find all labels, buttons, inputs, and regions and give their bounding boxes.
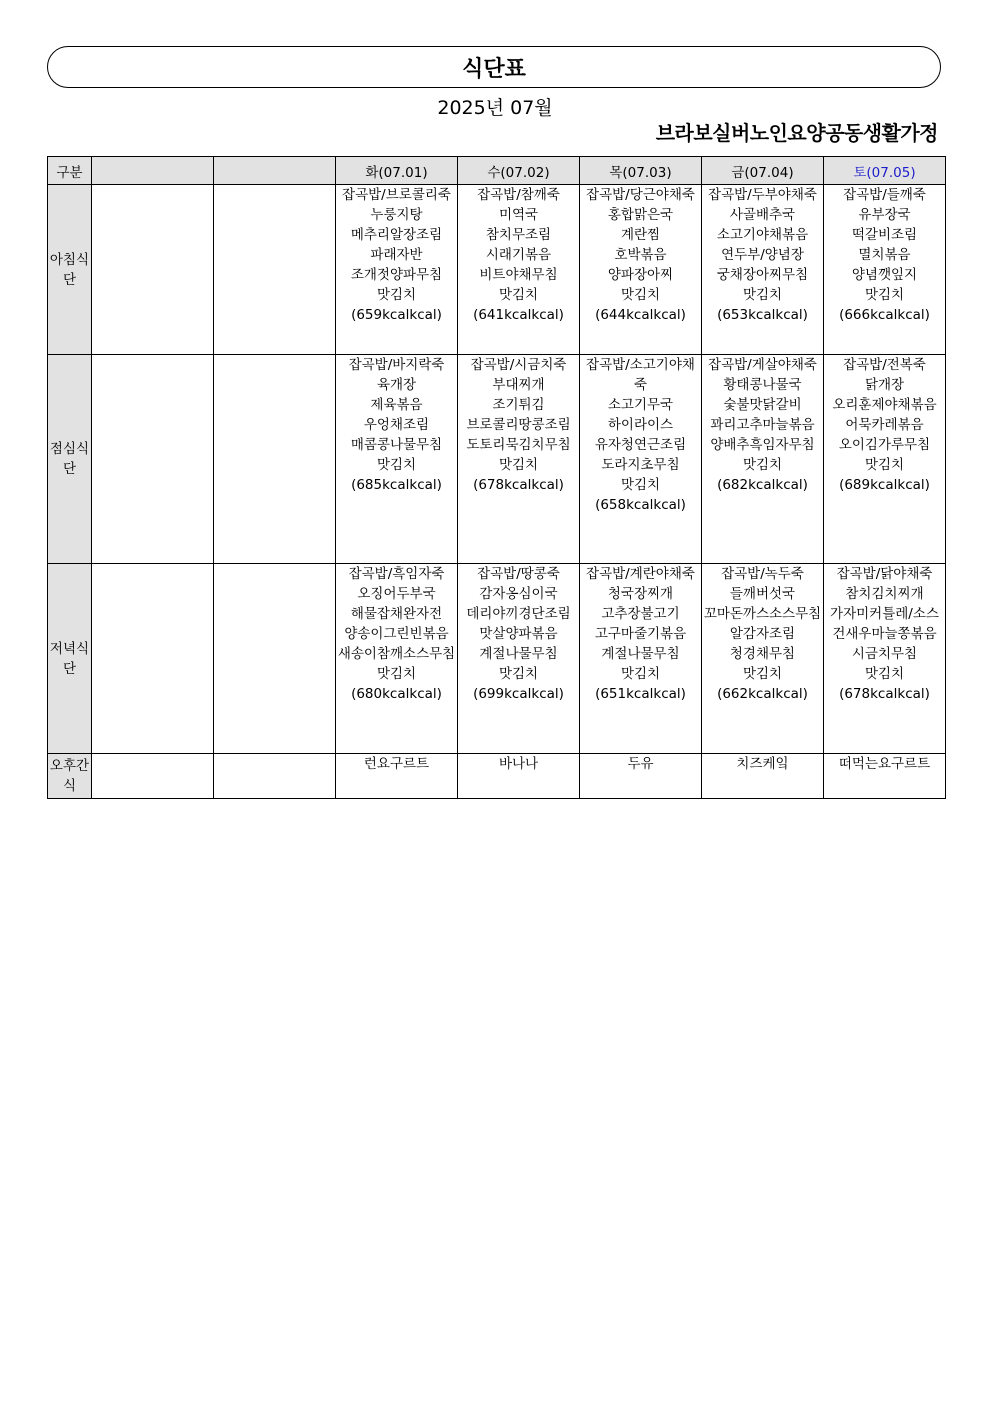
menu-item: 브로콜리땅콩조림	[466, 417, 571, 433]
menu-item: 양념깻잎지	[851, 267, 918, 283]
menu-item: 참치김치찌개	[845, 586, 924, 602]
menu-item: 가자미커틀레/소스	[830, 606, 939, 622]
menu-item: 궁채장아찌무침	[716, 267, 809, 283]
menu-item: 맛김치	[742, 457, 783, 473]
menu-item: (685kcalkcal)	[351, 477, 442, 493]
menu-item: 도라지초무침	[601, 457, 680, 473]
table-body	[48, 185, 946, 799]
menu-cell-thu	[580, 754, 702, 799]
table-header-row	[48, 157, 946, 185]
menu-cell-thu	[580, 564, 702, 754]
menu-item: (682kcalkcal)	[717, 477, 808, 493]
menu-item: 잡곡밥/소고기야채죽	[586, 357, 695, 393]
menu-item: 고추장불고기	[601, 606, 680, 622]
menu-item: 조기튀김	[492, 397, 545, 413]
menu-item: 잡곡밥/닭야채죽	[836, 566, 933, 582]
snack-row	[48, 754, 946, 799]
menu-item: 우엉채조림	[363, 417, 430, 433]
header-blank-1	[92, 157, 214, 185]
menu-item: 건새우마늘쫑볶음	[832, 626, 937, 642]
row-label	[48, 355, 92, 564]
row-label	[48, 754, 92, 799]
menu-item: 잡곡밥/계란야채죽	[586, 566, 695, 582]
menu-item: 맛김치	[742, 666, 783, 682]
menu-item: (651kcalkcal)	[595, 686, 686, 702]
header-day-thu: 목(07.03)	[580, 157, 702, 185]
menu-item: 조개젓양파무침	[350, 267, 443, 283]
header-day-fri: 금(07.04)	[702, 157, 824, 185]
menu-item: 잡곡밥/당근야채죽	[586, 187, 695, 203]
row-label-line: 식단	[62, 441, 90, 477]
menu-item: (666kcalkcal)	[839, 307, 930, 323]
menu-item: 두유	[627, 756, 654, 772]
menu-item: 멸치볶음	[858, 247, 911, 263]
menu-item: 오이김가루무침	[838, 437, 931, 453]
blank-cell	[92, 355, 214, 564]
menu-cell-tue	[336, 355, 458, 564]
row-label	[48, 185, 92, 355]
menu-item: 맛김치	[376, 457, 417, 473]
menu-item: 양송이그린빈볶음	[344, 626, 449, 642]
menu-item: 사골배추국	[729, 207, 796, 223]
menu-item: 계절나물무침	[601, 646, 680, 662]
menu-item: 하이라이스	[607, 417, 674, 433]
menu-item: 연두부/양념장	[721, 247, 804, 263]
menu-item: 참치무조림	[485, 227, 552, 243]
menu-item: 떡갈비조림	[851, 227, 918, 243]
menu-item: 오리훈제야채볶음	[832, 397, 937, 413]
menu-cell-thu	[580, 185, 702, 355]
menu-item: (689kcalkcal)	[839, 477, 930, 493]
menu-cell-wed	[458, 355, 580, 564]
menu-title: 식단표	[47, 46, 941, 88]
menu-item: 맛김치	[620, 477, 661, 493]
menu-item: 청경채무침	[729, 646, 796, 662]
menu-item: 잡곡밥/게살야채죽	[708, 357, 817, 373]
menu-cell-fri	[702, 355, 824, 564]
menu-item: (662kcalkcal)	[717, 686, 808, 702]
menu-item: (680kcalkcal)	[351, 686, 442, 702]
menu-cell-sat	[824, 564, 946, 754]
menu-item: 소고기무국	[607, 397, 674, 413]
breakfast-row	[48, 185, 946, 355]
menu-cell-sat	[824, 754, 946, 799]
menu-item: 청국장찌개	[607, 586, 674, 602]
menu-item: (658kcalkcal)	[595, 497, 686, 513]
row-label-line: 식단	[62, 640, 90, 677]
menu-item: 데리야끼경단조림	[466, 606, 571, 622]
blank-cell	[214, 355, 336, 564]
menu-item: 맛김치	[742, 287, 783, 303]
menu-item: 해물잡채완자전	[350, 606, 443, 622]
meal-plan-table	[47, 156, 946, 799]
menu-cell-tue	[336, 564, 458, 754]
menu-item: 숯불맛닭갈비	[723, 397, 802, 413]
menu-item: 양파장아찌	[607, 267, 674, 283]
row-label-line: 저녁	[49, 640, 77, 657]
header-day-tue: 화(07.01)	[336, 157, 458, 185]
menu-item: 잡곡밥/두부야채죽	[708, 187, 817, 203]
menu-item: 알감자조림	[729, 626, 796, 642]
blank-cell	[92, 185, 214, 355]
menu-item: 잡곡밥/땅콩죽	[477, 566, 560, 582]
menu-item: 맛김치	[498, 666, 539, 682]
menu-item: 잡곡밥/들깨죽	[843, 187, 926, 203]
menu-cell-wed	[458, 754, 580, 799]
menu-item: 맛김치	[620, 287, 661, 303]
menu-item: 메추리알장조림	[350, 227, 443, 243]
menu-item: 들깨버섯국	[729, 586, 796, 602]
row-label-line: 점심	[49, 441, 77, 457]
menu-item: 육개장	[376, 377, 417, 393]
menu-item: 치즈케잌	[736, 756, 789, 772]
row-label	[48, 564, 92, 754]
menu-item: 어묵카레볶음	[845, 417, 924, 433]
menu-item: 맛김치	[620, 666, 661, 682]
header-blank-2	[214, 157, 336, 185]
menu-item: 시래기볶음	[485, 247, 552, 263]
menu-item: (678kcalkcal)	[473, 477, 564, 493]
blank-cell	[214, 754, 336, 799]
menu-item: 매콤콩나물무침	[350, 437, 443, 453]
menu-cell-sat	[824, 185, 946, 355]
row-label-line: 간식	[62, 758, 90, 794]
menu-item: (699kcalkcal)	[473, 686, 564, 702]
menu-item: 소고기야채볶음	[716, 227, 809, 243]
menu-item: 잡곡밥/흑임자죽	[348, 566, 445, 582]
menu-item: 잡곡밥/브로콜리죽	[342, 187, 451, 203]
blank-cell	[92, 754, 214, 799]
menu-item: 비트야채무침	[479, 267, 558, 283]
menu-item: 계란찜	[620, 227, 661, 243]
menu-item: 잡곡밥/시금치죽	[470, 357, 567, 373]
header-day-wed: 수(07.02)	[458, 157, 580, 185]
menu-cell-fri	[702, 754, 824, 799]
menu-item: 새송이참깨소스무침	[337, 646, 456, 662]
menu-item: 시금치무침	[851, 646, 918, 662]
menu-item: 바나나	[498, 756, 539, 772]
menu-item: 맛김치	[498, 287, 539, 303]
menu-item: 잡곡밥/녹두죽	[721, 566, 804, 582]
menu-item: 호박볶음	[614, 247, 667, 263]
menu-item: (644kcalkcal)	[595, 307, 686, 323]
dinner-row	[48, 564, 946, 754]
menu-cell-fri	[702, 564, 824, 754]
menu-item: 부대찌개	[492, 377, 545, 393]
row-label-line: 오후	[49, 758, 77, 774]
menu-cell-thu	[580, 355, 702, 564]
menu-item: 오징어두부국	[357, 586, 436, 602]
menu-item: 맛김치	[864, 666, 905, 682]
menu-item: 도토리묵김치무침	[466, 437, 571, 453]
menu-item: 황태콩나물국	[723, 377, 802, 393]
menu-item: 고구마줄기볶음	[594, 626, 687, 642]
blank-cell	[92, 564, 214, 754]
menu-cell-wed	[458, 185, 580, 355]
menu-item: 꽈리고추마늘볶음	[710, 417, 815, 433]
menu-item: 유부장국	[858, 207, 911, 223]
lunch-row	[48, 355, 946, 564]
menu-item: (659kcalkcal)	[351, 307, 442, 323]
menu-item: 맛김치	[498, 457, 539, 473]
blank-cell	[214, 564, 336, 754]
menu-item: 맛살양파볶음	[479, 626, 558, 642]
facility-name: 브라보실버노인요양공동생활가정	[655, 121, 938, 145]
menu-item: (678kcalkcal)	[839, 686, 930, 702]
menu-item: 잡곡밥/참깨죽	[477, 187, 560, 203]
menu-cell-wed	[458, 564, 580, 754]
menu-item: 잡곡밥/바지락죽	[348, 357, 445, 373]
menu-item: 잡곡밥/전복죽	[843, 357, 926, 373]
menu-item: (653kcalkcal)	[717, 307, 808, 323]
menu-item: 홍합맑은국	[607, 207, 674, 223]
menu-item: 맛김치	[376, 666, 417, 682]
menu-item: 누룽지탕	[370, 207, 423, 223]
menu-item: 양배추흑임자무침	[710, 437, 815, 453]
menu-item: 맛김치	[376, 287, 417, 303]
menu-item: 떠먹는요구르트	[838, 756, 931, 772]
menu-item: (641kcalkcal)	[473, 307, 564, 323]
menu-cell-fri	[702, 185, 824, 355]
menu-item: 맛김치	[864, 457, 905, 473]
menu-item: 꼬마돈까스소스무침	[703, 606, 822, 622]
row-label-line: 식단	[62, 251, 90, 288]
header-day-sat: 토(07.05)	[824, 157, 946, 185]
menu-item: 계절나물무침	[479, 646, 558, 662]
menu-cell-tue	[336, 754, 458, 799]
menu-item: 감자옹심이국	[479, 586, 558, 602]
header-category: 구분	[48, 157, 92, 185]
menu-cell-sat	[824, 355, 946, 564]
blank-cell	[214, 185, 336, 355]
menu-item: 닭개장	[864, 377, 905, 393]
menu-item: 파래자반	[370, 247, 423, 263]
row-label-line: 아침	[49, 251, 77, 268]
menu-item: 런요구르트	[363, 756, 430, 772]
menu-cell-tue	[336, 185, 458, 355]
menu-item: 제육볶음	[370, 397, 423, 413]
menu-item: 미역국	[498, 207, 539, 223]
month-label: 2025년 07월	[437, 97, 553, 119]
menu-item: 맛김치	[864, 287, 905, 303]
menu-item: 유자청연근조림	[594, 437, 687, 453]
